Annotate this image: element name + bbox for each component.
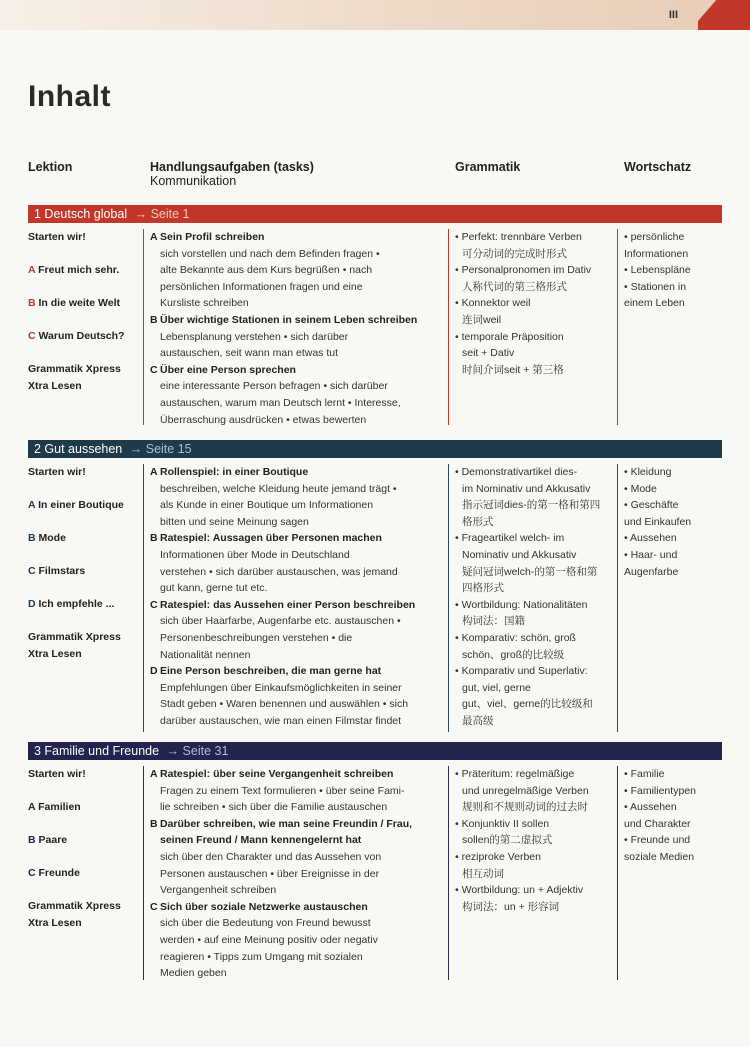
chapter-title: 3 Familie und Freunde xyxy=(34,744,160,758)
chapter-2-tasks xyxy=(150,464,445,730)
vocab-item: • Familie xyxy=(624,768,665,780)
lesson-letter: A xyxy=(28,801,36,813)
task-desc: sich vorstellen und nach dem Befinden fragen • xyxy=(160,247,380,260)
vocab-item: Augenfarbe xyxy=(624,565,679,578)
lesson-label: Freunde xyxy=(38,867,80,879)
task-desc: austauschen, warum man Deutsch lernt • Interesse, xyxy=(160,396,401,409)
lesson-item[interactable] xyxy=(28,801,81,813)
lesson-label: Grammatik Xpress xyxy=(28,900,121,912)
lesson-item[interactable] xyxy=(28,648,82,660)
grammar-item: • Komparativ: schön, groß schön、groß的比较级 xyxy=(455,631,576,661)
chapter-2-grammar xyxy=(455,464,615,730)
top-strip xyxy=(0,0,750,30)
task-title: C Ratespiel: das Aussehen einer Person beschreiben xyxy=(150,598,416,611)
vocab-item: • Aussehen xyxy=(624,801,677,814)
chapter-1-tasks xyxy=(150,229,445,428)
lesson-item[interactable] xyxy=(28,900,121,912)
task-desc: austauschen, seit wann man etwas tut xyxy=(160,347,339,360)
chapter-1-vocab xyxy=(624,229,722,312)
arrow-icon: → xyxy=(166,744,180,758)
task-desc: Kursliste schreiben xyxy=(160,297,249,310)
task-title: C Sich über soziale Netzwerke austauschen xyxy=(150,900,368,913)
lesson-item[interactable] xyxy=(28,466,86,478)
vocab-item: • Geschäfte xyxy=(624,499,679,512)
grammar-item: • Komparativ und Superlativ: gut, viel, gerne gut、viel、gerne的比较级和 最高级 xyxy=(455,665,593,727)
chapter-1-grammar xyxy=(455,229,615,378)
vocab-item: Informationen xyxy=(624,247,689,260)
lesson-letter: D xyxy=(28,598,36,610)
task-desc: werden • auf eine Meinung positiv oder negativ xyxy=(160,933,378,946)
lesson-item[interactable] xyxy=(28,834,67,846)
vocab-item: einem Leben xyxy=(624,297,685,310)
lesson-letter: C xyxy=(28,330,36,342)
lesson-label: Starten wir! xyxy=(28,466,86,478)
chapter-seite: Seite 1 xyxy=(150,207,190,221)
lesson-item[interactable] xyxy=(28,297,120,309)
chapter-band-3[interactable] xyxy=(28,742,722,760)
task-desc: persönlichen Informationen fragen und eine xyxy=(160,280,363,293)
column-divider xyxy=(143,229,144,425)
lesson-item[interactable] xyxy=(28,867,80,879)
task-desc: Fragen zu einem Text formulieren • über seine Fami- xyxy=(160,784,405,797)
grammar-item: • Wortbildung: un + Adjektiv 构词法：un + 形容词 xyxy=(455,884,584,913)
task-title: A Sein Profil schreiben xyxy=(150,231,265,243)
column-divider xyxy=(617,464,618,732)
lesson-item[interactable] xyxy=(28,917,82,929)
lesson-item[interactable] xyxy=(28,231,86,243)
grammar-item: • Konjunktiv II sollen sollen的第二虚拟式 xyxy=(455,817,553,847)
vocab-item: • Kleidung xyxy=(624,466,672,478)
column-divider xyxy=(448,229,449,425)
task-title: B Ratespiel: Aussagen über Personen machen xyxy=(150,532,382,545)
lesson-item[interactable] xyxy=(28,330,124,342)
page-number: III xyxy=(668,9,678,21)
lesson-label: Xtra Lesen xyxy=(28,917,82,929)
task-desc: lie schreiben • sich über die Familie austauschen xyxy=(160,801,388,814)
col-header-grammatik: Grammatik xyxy=(455,160,521,174)
vocab-item: • Familientypen xyxy=(624,784,696,797)
chapter-seite: Seite 31 xyxy=(182,744,229,758)
task-title: B Darüber schreiben, wie man seine Freundin / Frau, xyxy=(150,817,413,830)
lesson-label: Mode xyxy=(38,532,66,544)
task-desc: gut kann, gerne tut etc. xyxy=(160,582,268,595)
col-header-wortschatz: Wortschatz xyxy=(624,160,692,174)
task-desc: Empfehlungen über Einkaufsmöglichkeiten in seiner xyxy=(160,681,402,694)
chapter-title: 1 Deutsch global xyxy=(34,207,128,221)
chapter-band-2[interactable] xyxy=(28,440,722,458)
task-desc: als Kunde in einer Boutique um Informationen xyxy=(160,499,374,512)
col-header-handlung xyxy=(150,160,314,188)
task-title: C Über eine Person sprechen xyxy=(150,363,296,376)
lesson-label: In die weite Welt xyxy=(38,297,121,309)
lesson-label: Filmstars xyxy=(38,565,86,577)
vocab-item: • Stationen in xyxy=(624,280,687,293)
grammar-item: • Frageartikel welch- im Nominativ und Akkusativ 疑问冠词welch-的第一格和第 四格形式 xyxy=(455,532,598,595)
arrow-icon: → xyxy=(129,442,143,456)
lesson-label: Xtra Lesen xyxy=(28,380,82,392)
chapter-band-1[interactable] xyxy=(28,205,722,223)
vocab-item: soziale Medien xyxy=(624,850,695,863)
grammar-item: • Personalpronomen im Dativ 人称代词的第三格形式 xyxy=(455,264,592,293)
chapter-3-vocab xyxy=(624,766,722,866)
lesson-item[interactable] xyxy=(28,598,114,610)
task-title: D Eine Person beschreiben, die man gerne hat xyxy=(150,665,382,678)
chapter-2-vocab xyxy=(624,464,722,580)
column-divider xyxy=(617,766,618,980)
lesson-letter: B xyxy=(28,532,36,544)
lesson-label: Grammatik Xpress xyxy=(28,363,121,375)
lesson-item[interactable] xyxy=(28,499,124,511)
column-divider xyxy=(143,766,144,980)
task-desc: Informationen über Mode in Deutschland xyxy=(160,548,350,561)
lesson-item[interactable] xyxy=(28,380,82,392)
task-desc: verstehen • sich darüber austauschen, was jemand xyxy=(160,565,398,578)
task-desc: Personenbeschreibungen verstehen • die xyxy=(160,631,353,644)
task-title: A Rollenspiel: in einer Boutique xyxy=(150,466,309,478)
task-desc: Stadt geben • Waren benennen und auswählen • sich xyxy=(160,698,409,711)
vocab-item: • Lebenspläne xyxy=(624,264,691,277)
chapter-seite: Seite 15 xyxy=(145,442,192,456)
column-divider xyxy=(617,229,618,425)
grammar-item: • reziproke Verben 相互动词 xyxy=(455,850,541,880)
lesson-item[interactable] xyxy=(28,264,119,276)
task-desc: Vergangenheit schreiben xyxy=(160,884,277,897)
lesson-item[interactable] xyxy=(28,532,66,544)
lesson-letter: A xyxy=(28,499,36,511)
grammar-item: • Demonstrativartikel dies- im Nominativ und Akkusativ 指示冠词dies-的第一格和第四 格形式 xyxy=(455,466,601,528)
vocab-item: • Aussehen xyxy=(624,532,677,545)
lesson-label: Starten wir! xyxy=(28,231,86,243)
grammar-item: • temporale Präposition seit + Dativ 时间介词seit + 第三格 xyxy=(455,330,564,376)
vocab-item: und Einkaufen xyxy=(624,515,692,528)
task-desc: beschreiben, welche Kleidung heute jemand trägt • xyxy=(160,482,397,495)
col-header-handlung-sub: Kommunikation xyxy=(150,174,237,188)
lesson-item[interactable] xyxy=(28,768,86,780)
grammar-item: • Wortbildung: Nationalitäten 构词法：国籍 xyxy=(455,598,588,628)
col-header-lektion: Lektion xyxy=(28,160,73,174)
column-divider xyxy=(448,464,449,732)
task-desc: alte Bekannte aus dem Kurs begrüßen • nach xyxy=(160,264,373,277)
lesson-label: Warum Deutsch? xyxy=(38,330,125,342)
task-desc: eine interessante Person befragen • sich darüber xyxy=(160,380,388,393)
lesson-item[interactable] xyxy=(28,631,121,643)
lesson-label: Grammatik Xpress xyxy=(28,631,121,643)
task-desc: Nationalität nennen xyxy=(160,648,251,661)
chapter-3-grammar xyxy=(455,766,615,915)
task-desc: Lebensplanung verstehen • sich darüber xyxy=(160,330,349,343)
grammar-item: • Konnektor weil 连词weil xyxy=(455,297,531,326)
lesson-label: In einer Boutique xyxy=(38,499,124,511)
vocab-item: • persönliche xyxy=(624,231,685,243)
lesson-label: Paare xyxy=(38,834,68,846)
grammar-item: • Perfekt: trennbare Verben 可分动词的完成时形式 xyxy=(455,231,582,260)
lesson-label: Familien xyxy=(38,801,81,813)
lesson-letter: B xyxy=(28,834,36,846)
grammar-item: • Präteritum: regelmäßige und unregelmäßige Verben 规则和不规则动词的过去时 xyxy=(455,768,589,814)
task-desc: Überraschung ausdrücken • etwas bewerten xyxy=(160,413,367,426)
lesson-letter: C xyxy=(28,867,36,879)
vocab-item: • Mode xyxy=(624,482,657,495)
page-title: Inhalt xyxy=(28,80,111,113)
lesson-label: Freut mich sehr. xyxy=(38,264,120,276)
task-desc: sich über den Charakter und das Aussehen von xyxy=(160,850,382,863)
task-desc: Personen austauschen • über Ereignisse in der xyxy=(160,867,380,880)
lesson-label: Xtra Lesen xyxy=(28,648,82,660)
chapter-3-tasks xyxy=(150,766,445,982)
task-title: B Über wichtige Stationen in seinem Leben schreiben xyxy=(150,313,418,326)
lesson-letter: A xyxy=(28,264,36,276)
vocab-item: • Haar- und xyxy=(624,548,678,561)
vocab-item: • Freunde und xyxy=(624,834,691,847)
lesson-item[interactable] xyxy=(28,565,85,577)
col-header-handlung-label: Handlungsaufgaben (tasks) xyxy=(150,160,314,174)
vocab-item: und Charakter xyxy=(624,817,691,830)
lesson-letter: B xyxy=(28,297,36,309)
task-desc: sich über die Bedeutung von Freund bewusst xyxy=(160,917,371,930)
task-desc: sich über Haarfarbe, Augenfarbe etc. austauschen • xyxy=(160,615,401,628)
column-divider xyxy=(143,464,144,732)
column-divider xyxy=(448,766,449,980)
task-desc: reagieren • Tipps zum Umgang mit sozialen xyxy=(160,950,363,963)
task-title-cont: seinen Freund / Mann kennengelernt hat xyxy=(160,834,362,847)
task-desc: Medien geben xyxy=(160,967,227,980)
lesson-letter: C xyxy=(28,565,36,577)
task-title: A Ratespiel: über seine Vergangenheit schreiben xyxy=(150,768,394,780)
lesson-item[interactable] xyxy=(28,363,121,375)
lesson-label: Ich empfehle ... xyxy=(38,598,115,610)
task-desc: bitten und seine Meinung sagen xyxy=(160,515,309,528)
lesson-label: Starten wir! xyxy=(28,768,86,780)
task-desc: darüber austauschen, wie man einen Filmstar findet xyxy=(160,714,402,727)
chapter-title: 2 Gut aussehen xyxy=(34,442,123,456)
arrow-icon: → xyxy=(134,207,148,221)
